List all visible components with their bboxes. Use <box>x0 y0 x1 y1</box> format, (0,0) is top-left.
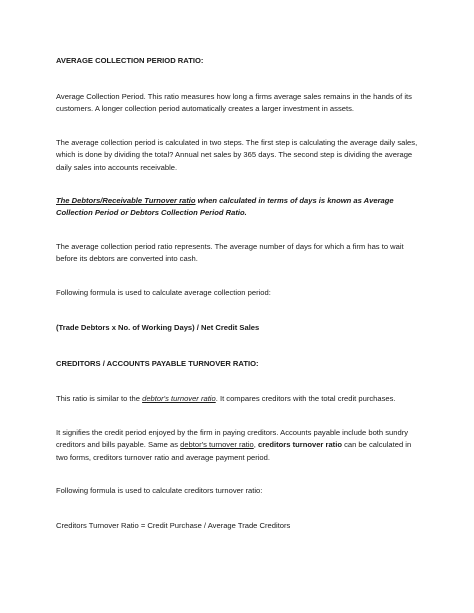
paragraph-calculation-steps: The average collection period is calculated in two steps. The first step is calculating the average daily sales, which is done by dividing the total? Annual net sales by 365 days. The second step is dividing the average daily sales into accounts receivable. <box>56 138 418 172</box>
formula-creditors-turnover: Creditors Turnover Ratio = Credit Purchase / Average Trade Creditors <box>56 521 291 530</box>
creditors-turnover-ratio-term: creditors turnover ratio <box>257 440 342 450</box>
credit-period-comma: , <box>253 440 258 450</box>
paragraph-credit-period <box>56 427 418 464</box>
paragraph-creditors-similarity <box>56 393 418 405</box>
similarity-text-before: This ratio is similar to the <box>56 394 143 403</box>
credit-period-text-after: can be calculated in two forms, creditors turnover ratio and average payment period. <box>56 440 412 462</box>
paragraph-formula-intro-1: Following formula is used to calculate average collection period: <box>56 288 271 297</box>
heading-average-collection-period: AVERAGE COLLECTION PERIOD RATIO: <box>56 56 204 65</box>
debtors-turnover-ratio-link[interactable]: debtor's turnover ratio <box>142 394 216 403</box>
paragraph-debtors-turnover-note <box>56 195 418 220</box>
debtors-turnover-note-text: when calculated in terms of days is known as Average Collection Period or Debtors Collection Period Ratio. <box>56 196 394 218</box>
paragraph-collection-period-meaning: The average collection period ratio represents. The average number of days for which a firm has to wait before its debtors are converted into cash. <box>56 242 404 264</box>
similarity-text-after: . It compares creditors with the total credit purchases. <box>215 394 396 403</box>
debtors-receivable-turnover-link[interactable]: The Debtors/Receivable Turnover ratio <box>56 196 196 205</box>
credit-period-text-before: It signifies the credit period enjoyed by the firm in paying creditors. Accounts payable include both sundry creditors and bills payable. Same as <box>56 428 409 450</box>
debtors-turnover-ratio-link-2[interactable]: debtor's turnover ratio <box>180 440 254 450</box>
heading-creditors-turnover: CREDITORS / ACCOUNTS PAYABLE TURNOVER RATIO: <box>56 359 259 368</box>
paragraph-average-collection-definition: Average Collection Period. This ratio measures how long a firms average sales remains in the hands of its customers. A longer collection period automatically creates a larger investment in assets. <box>56 92 412 114</box>
paragraph-formula-intro-2: Following formula is used to calculate creditors turnover ratio: <box>56 486 263 495</box>
formula-average-collection-period: (Trade Debtors x No. of Working Days) / Net Credit Sales <box>56 323 260 332</box>
